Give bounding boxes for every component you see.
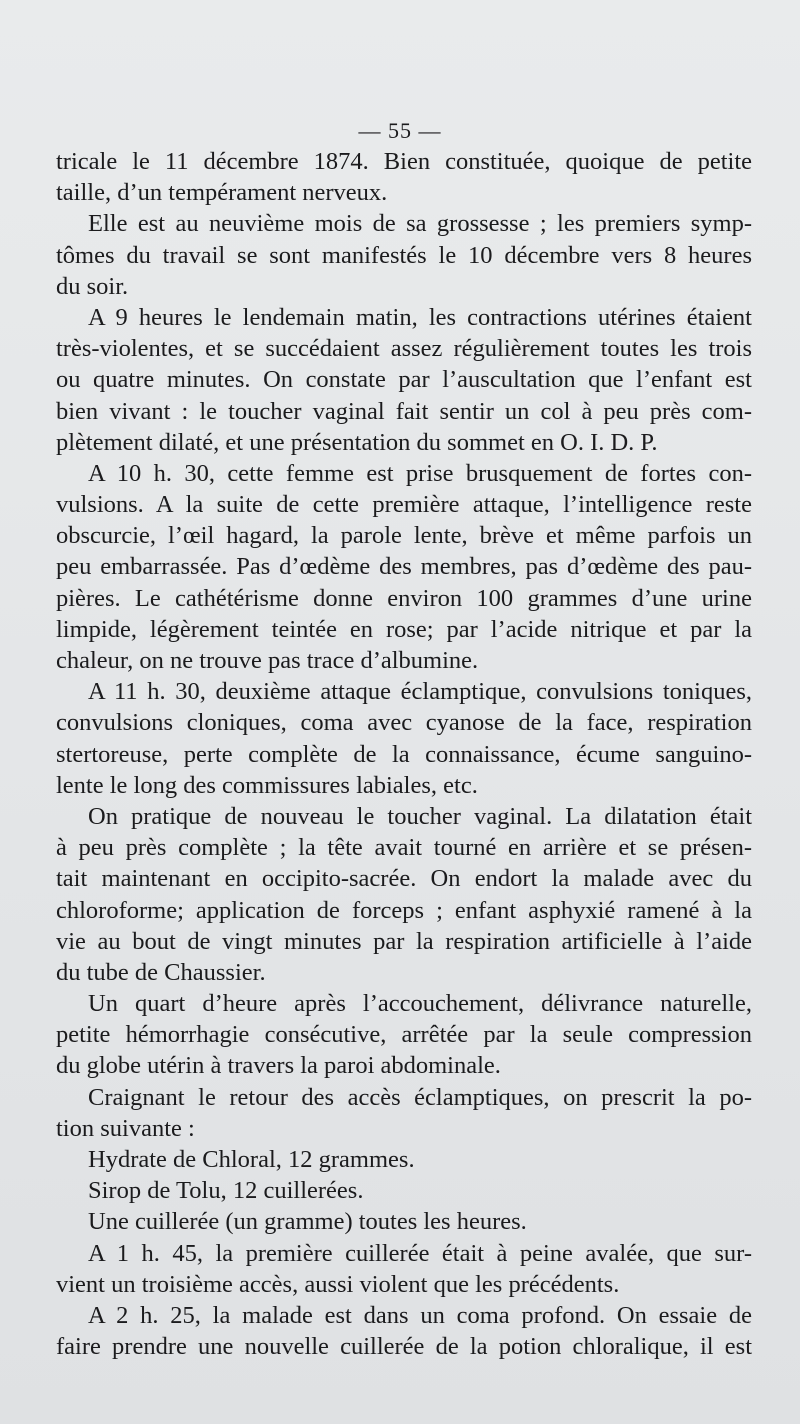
text-line: Hydrate de Chloral, 12 grammes. [88,1146,415,1173]
text-line: chloroforme; application de forceps ; enfant asphyxié ramené à la [56,896,752,924]
text-line: On pratique de nouveau le toucher vaginal. La dilatation était [88,802,752,830]
text-line: bien vivant : le toucher vaginal fait sentir un col à peu près com- [56,397,752,425]
text-line: peu embarrassée. Pas d’œdème des membres, pas d’œdème des pau- [56,553,752,581]
text-line: A 9 heures le lendemain matin, les contractions utérines étaient [88,303,752,331]
text-line: faire prendre une nouvelle cuillerée de la potion chloralique, il est [56,1333,752,1361]
text-line: plètement dilaté, et une présentation du sommet en O. I. D. P. [56,428,658,456]
text-line: Elle est au neuvième mois de sa grossesse ; les premiers symp- [88,210,752,238]
text-line: Une cuillerée (un gramme) toutes les heures. [88,1208,527,1236]
text-line: du globe utérin à travers la paroi abdominale. [56,1052,501,1080]
text-line: vulsions. A la suite de cette première attaque, l’intelligence reste [56,491,752,519]
text-line: ou quatre minutes. On constate par l’auscultation que l’enfant est [56,366,752,394]
body-text [56,146,752,1362]
text-line: obscurcie, l’œil hagard, la parole lente, brève et même parfois un [56,522,752,550]
text-line: A 1 h. 45, la première cuillerée était à peine avalée, que sur- [88,1239,752,1267]
text-line: tion suivante : [56,1114,195,1142]
text-line: vie au bout de vingt minutes par la respiration artificielle à l’aide [56,927,752,955]
text-line: limpide, légèrement teintée en rose; par l’acide nitrique et par la [56,615,752,643]
text-line: très-violentes, et se succédaient assez régulièrement toutes les trois [56,335,752,363]
text-line: Sirop de Tolu, 12 cuillerées. [88,1177,364,1205]
text-line: Un quart d’heure après l’accouchement, délivrance naturelle, [88,990,752,1018]
text-line: A 10 h. 30, cette femme est prise brusquement de fortes con- [88,459,752,487]
text-line: stertoreuse, perte complète de la connaissance, écume sanguino- [56,740,752,768]
text-line: chaleur, on ne trouve pas trace d’albumine. [56,647,479,674]
text-line: vient un troisième accès, aussi violent que les précédents. [56,1270,620,1298]
text-line: tait maintenant en occipito-sacrée. On endort la malade avec du [56,865,752,893]
text-line: du soir. [56,272,129,300]
text-line: tricale le 11 décembre 1874. Bien constituée, quoique de petite [56,148,752,175]
text-line: lente le long des commissures labiales, etc. [56,771,478,799]
text-line: A 11 h. 30, deuxième attaque éclamptique, convulsions toniques, [88,678,752,706]
text-line: pières. Le cathétérisme donne environ 100 grammes d’une urine [56,584,752,612]
page-number: — 55 — [358,118,442,143]
text-line: tômes du travail se sont manifestés le 10 décembre vers 8 heures [56,241,752,269]
text-line: convulsions cloniques, coma avec cyanose de la face, respiration [56,709,752,737]
text-line: A 2 h. 25, la malade est dans un coma profond. On essaie de [88,1301,752,1329]
text-line: à peu près complète ; la tête avait tourné en arrière et se présen- [56,834,752,862]
text-line: Craignant le retour des accès éclamptiques, on prescrit la po- [88,1083,752,1111]
text-line: du tube de Chaussier. [56,958,266,986]
text-line: taille, d’un tempérament nerveux. [56,179,388,207]
text-line: petite hémorrhagie consécutive, arrêtée par la seule compression [56,1021,752,1049]
